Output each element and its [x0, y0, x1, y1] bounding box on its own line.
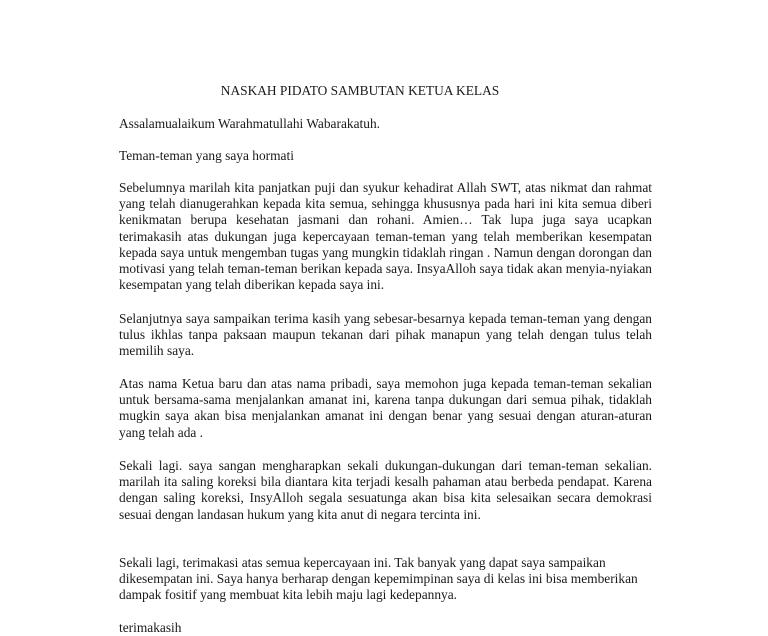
paragraph-support: Sekali lagi. saya sangan mengharapkan sekali dukungan-dukungan dari teman-teman sekalian. marilah ita saling koreksi bila diantara kita terjadi kesalh pahaman atau berbeda pendapat. Karena dengan saling koreksi, InsyAlloh segala sesuatunga akan bisa kita selesaikan secara demokrasi sesuai dengan landasan hukum yang kita anut di negara tercinta ini.	[119, 458, 652, 522]
paragraph-final: Sekali lagi, terimakasi atas semua kepercayaan ini. Tak banyak yang dapat saya sampaikan dikesempatan ini. Saya hanya berharap dengan kepemimpinan saya di kelas ini bisa memberikan dampak fositif yang membuat kita lebih maju lagi kedepannya.	[119, 555, 638, 603]
document-title: NASKAH PIDATO SAMBUTAN KETUA KELAS	[220, 83, 500, 98]
paragraph-opening: Sebelumnya marilah kita panjatkan puji dan syukur kehadirat Allah SWT, atas nikmat dan rahmat yang telah dianugerahkan kepada kita semua, sehingga khususnya pada hari ini kita semua diberi kenikmatan berupa kesehatan jasmani dan rohani. Amien… Tak lupa juga saya ucapkan terimakasih atas dukungan juga kepercayaan teman-teman yang telah memberikan kesempatan kepada saya untuk mengemban tugas yang mungkin tidaklah ringan . Namun dengan dorongan dan motivasi yang telah teman-teman berikan kepada saya. InsyaAlloh saya tidak akan menyia-nyiakan kesempatan yang telah diberikan kepada saya ini.	[119, 180, 652, 293]
closing-line: terimakasih	[119, 620, 182, 635]
greeting-line: Assalamualaikum Warahmatullahi Wabarakatuh.	[119, 116, 380, 131]
paragraph-thanks: Selanjutnya saya sampaikan terima kasih yang sebesar-besarnya kepada teman-teman yang dengan tulus ikhlas tanpa paksaan maupun tekanan dari pihak manapun yang telah dengan tulus telah memilih saya.	[119, 311, 652, 359]
salutation-line: Teman-teman yang saya hormati	[119, 148, 294, 163]
paragraph-request: Atas nama Ketua baru dan atas nama pribadi, saya memohon juga kepada teman-teman sekalian untuk bersama-sama menjalankan amanat ini, karena tanpa dukungan dari semua pihak, tidaklah mugkin saya akan bisa menjalankan amanat ini dengan benar yang sesuai dengan aturan-aturan yang telah ada .	[119, 376, 652, 440]
